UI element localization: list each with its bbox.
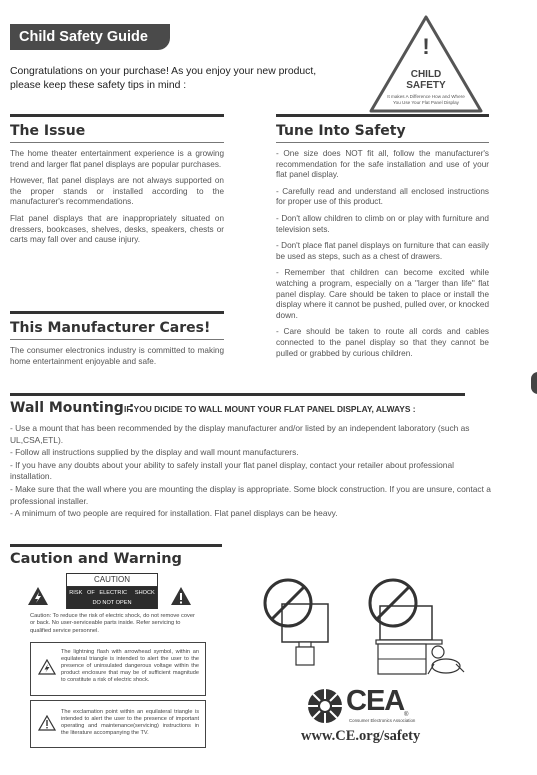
wall-item-3: - If you have any doubts about your ability to safely install your flat panel display, contact your retailer about professional installation.	[10, 459, 454, 482]
page-title: Child Safety Guide	[10, 24, 170, 50]
cea-tagline: Consumer Electronics Association	[349, 718, 416, 723]
issue-paragraph-1: The home theater entertainment experience is a growing trend and larger flat panel displays are popular purchases.	[10, 149, 224, 169]
tune-item-3: - Don't allow children to climb on or play with furniture and television sets.	[276, 213, 489, 234]
wall-heading: Wall Mounting :	[10, 400, 135, 416]
tune-heading: Tune Into Safety	[276, 123, 406, 139]
issue-body	[10, 149, 224, 252]
exclamation-notice-text: The exclamation point within an equilateral triangle is intended to alert the user to the presence of important operating and maintenance(servicing) instructions in the literature accompanying the TV.	[61, 709, 199, 736]
badge-line-1: CHILD	[410, 69, 442, 80]
cea-logo-icon	[306, 687, 344, 725]
tune-item-4: - Don't place flat panel displays on furniture that can easily be used as steps, such as a chest of drawers.	[276, 241, 489, 261]
issue-paragraph-2: However, flat panel displays are not always supported on the proper stands or installed according to the manufacturer's recommendations.	[10, 176, 224, 207]
badge-tagline-2: You Use Your Flat Panel Display	[393, 100, 459, 105]
caution-label-line-1: RISK OF ELECTRIC SHOCK	[69, 590, 155, 596]
lightning-triangle-icon	[27, 586, 49, 606]
issue-heading: The Issue	[10, 123, 86, 139]
cares-text: The consumer electronics industry is committed to making home entertainment enjoyable and safe.	[10, 346, 224, 366]
intro-text	[10, 65, 350, 93]
unstable-stand-illustration	[262, 578, 338, 670]
lightning-triangle-outline-icon	[38, 659, 56, 675]
wall-rule	[10, 393, 465, 396]
child-safety-badge	[368, 14, 484, 114]
wall-list	[10, 423, 495, 521]
issue-rule	[10, 114, 224, 117]
cares-rule	[10, 311, 224, 314]
intro-line-2: please keep these safety tips in mind :	[10, 80, 187, 91]
badge-tagline-1: It makes A Difference How and Where	[387, 94, 465, 99]
wall-item-4: - Make sure that the wall where you are mounting the display is appropriate. Some block construction. If you are unsure, contact a professional installer.	[10, 483, 491, 506]
issue-underline	[10, 142, 224, 143]
tune-rule	[276, 114, 489, 117]
cares-heading: This Manufacturer Cares!	[10, 320, 211, 336]
tune-body	[276, 149, 489, 365]
tune-item-1: - One size does NOT fit all, follow the manufacturer's recommendation for the safe installation and use of your flat panel display.	[276, 149, 489, 180]
exclamation-triangle-outline-icon	[38, 715, 56, 731]
caution-rule	[10, 544, 222, 547]
page-tab-marker	[531, 372, 537, 394]
wall-item-2: - Follow all instructions supplied by the display and wall mount manufacturers.	[10, 447, 299, 458]
caution-heading: Caution and Warning	[10, 551, 182, 567]
badge-line-2: SAFETY	[406, 80, 446, 91]
tune-item-2: - Carefully read and understand all enclosed instructions for proper use of this product.	[276, 186, 489, 207]
cea-url: www.CE.org/safety	[301, 728, 421, 744]
tune-item-6: - Care should be taken to route all cords and cables connected to the panel display so that they cannot be pulled or grabbed by curious children.	[276, 327, 489, 358]
exclamation-triangle-icon	[170, 586, 192, 606]
cares-underline	[10, 339, 224, 340]
wall-subheading: IF YOU DICIDE TO WALL MOUNT YOUR FLAT PANEL DISPLAY, ALWAYS :	[124, 404, 416, 414]
wall-item-1: - Use a mount that has been recommended by the display manufacturer and/or listed by an independent laboratory (such as UL,CSA,ETL).	[10, 423, 470, 445]
lightning-notice-box	[30, 642, 206, 696]
lightning-notice-text: The lightning flash with arrowhead symbol, within an equilateral triangle is intended to alert the user to the presence of uninsulated dangerous voltage within the product enclosure that may be of sufficient magnitude to constitute a risk of electric shock.	[61, 649, 199, 683]
caution-note: Caution: To reduce the risk of electric shock, do not remove cover or back. No user-serviceable parts inside. Refer servicing to qualified service personnel.	[30, 613, 195, 634]
intro-line-1: Congratulations on your purchase! As you enjoy your new product,	[10, 66, 317, 77]
exclamation-notice-box	[30, 700, 206, 748]
cea-registered-mark: ®	[404, 712, 409, 718]
climbing-child-illustration	[366, 578, 470, 682]
wall-item-5: - A minimum of two people are required for installation. Flat panel displays can be heavy.	[10, 508, 338, 519]
tune-item-5: - Remember that children can become excited while watching a program, especially on a "larger than life" flat panel display. Care should be taken to place or install the display where it cannot be pushed, pulled over, or knocked down.	[276, 268, 489, 320]
issue-paragraph-3: Flat panel displays that are inappropriately situated on dressers, bookcases, shelves, desks, speakers, chests or carts may fall over and cause injury.	[10, 213, 224, 245]
caution-label-title: CAUTION	[67, 574, 157, 587]
badge-exclamation: !	[422, 34, 430, 59]
tune-underline	[276, 142, 489, 143]
caution-label	[66, 573, 158, 609]
cea-logo-text: CEA	[346, 685, 405, 717]
caution-label-line-2: DO NOT OPEN	[92, 600, 132, 606]
